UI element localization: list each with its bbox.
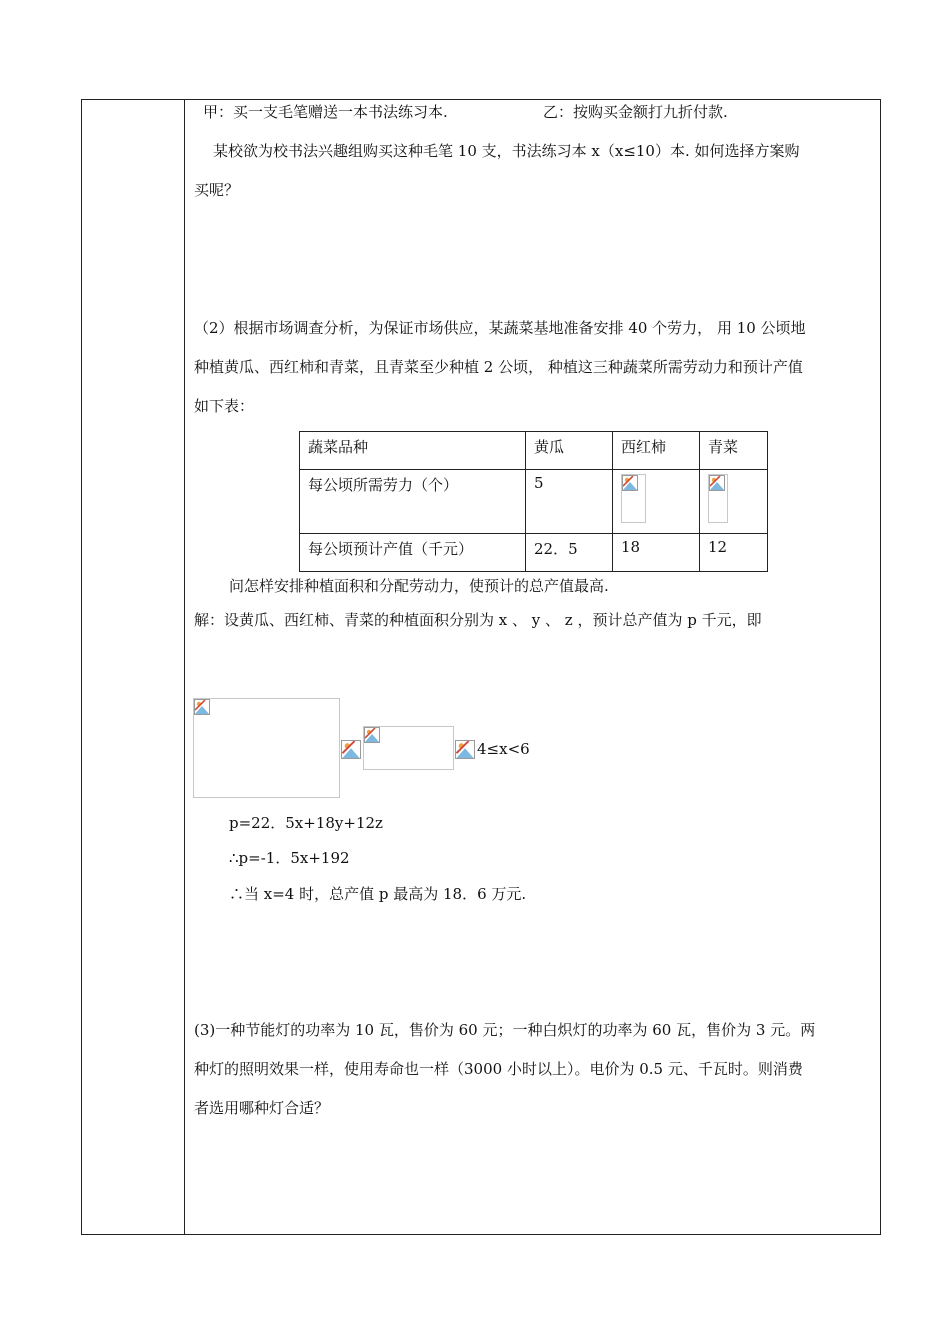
plan-a-text: 甲：买一支毛笔赠送一本书法练习本. xyxy=(203,103,448,121)
table-row xyxy=(300,432,768,470)
table-row xyxy=(300,470,768,534)
table-cell: 5 xyxy=(526,470,613,534)
broken-image-placeholder xyxy=(193,698,340,798)
section3-line3: 者选用哪种灯合适？ xyxy=(194,1099,330,1117)
table-cell xyxy=(700,470,768,534)
table-cell: 18 xyxy=(613,534,700,572)
table-row xyxy=(300,534,768,572)
range-text: 4≤x<6 xyxy=(477,740,530,758)
broken-image-icon xyxy=(194,699,210,715)
table-cell: 22．5 xyxy=(526,534,613,572)
conclusion-line: ∴当 x=4 时，总产值 p 最高为 18．6 万元. xyxy=(229,885,527,903)
table-cell xyxy=(613,470,700,534)
section1-line1: 某校欲为校书法兴趣组购买这种毛笔 10 支，书法练习本 x（x≤10）本. 如何选择方案购 xyxy=(213,142,800,160)
table-header-cell: 西红柿 xyxy=(613,432,700,470)
broken-image-placeholder xyxy=(363,726,454,770)
broken-image-icon xyxy=(364,727,380,743)
table-cell: 每公顷预计产值（千元） xyxy=(300,534,526,572)
section3-line1: (3)一种节能灯的功率为 10 瓦，售价为 60 元；一种白炽灯的功率为 60 瓦，售价为 3 元。两 xyxy=(194,1021,816,1039)
broken-image-placeholder xyxy=(708,474,728,523)
plan-b-text: 乙：按购买金额打九折付款. xyxy=(543,103,728,121)
solution-intro: 解：设黄瓜、西红柿、青菜的种植面积分别为 x 、 y 、 z ，预计总产值为 p 千元，即 xyxy=(194,611,762,629)
section2-line2: 种植黄瓜、西红柿和青菜，且青菜至少种植 2 公顷， 种植这三种蔬菜所需劳动力和预计产值 xyxy=(194,358,803,376)
table-header-cell: 黄瓜 xyxy=(526,432,613,470)
broken-image-icon xyxy=(455,740,475,759)
broken-image-placeholder xyxy=(621,474,646,523)
formula-line-1: p=22．5x+18y+12z xyxy=(229,814,383,832)
broken-image-icon xyxy=(709,475,725,491)
vegetable-table xyxy=(299,431,768,572)
section1-line2: 买呢？ xyxy=(194,181,240,199)
section2-line3: 如下表： xyxy=(194,397,255,415)
formula-line-2: ∴p=-1．5x+192 xyxy=(229,849,350,867)
broken-image-icon xyxy=(341,740,361,759)
section2-line1: （2）根据市场调查分析，为保证市场供应，某蔬菜基地准备安排 40 个劳力， 用 10 公顷地 xyxy=(194,319,806,337)
section3-line2: 种灯的照明效果一样，使用寿命也一样（3000 小时以上）。电价为 0.5 元、千瓦时。则消费 xyxy=(194,1060,803,1078)
table-cell: 每公顷所需劳力（个） xyxy=(300,470,526,534)
left-column xyxy=(82,100,185,1234)
question-text: 问怎样安排种植面积和分配劳动力，使预计的总产值最高. xyxy=(229,577,609,595)
table-cell: 12 xyxy=(700,534,768,572)
table-header-cell: 青菜 xyxy=(700,432,768,470)
table-header-cell: 蔬菜品种 xyxy=(300,432,526,470)
broken-image-icon xyxy=(622,475,638,491)
